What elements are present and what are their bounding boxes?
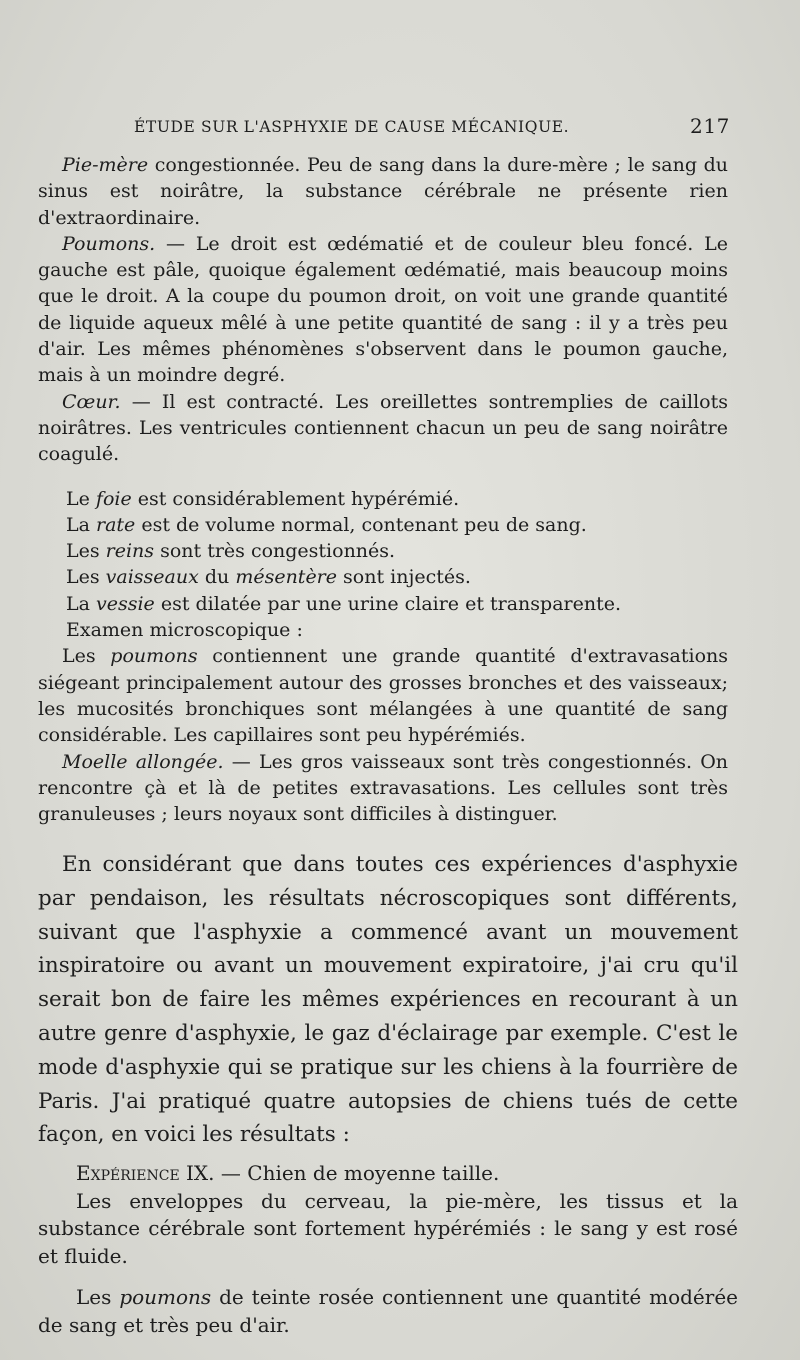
- main-text: [38, 848, 738, 1152]
- paragraph-rate: La rate est de volume normal, contenant peu de sang.: [66, 513, 587, 536]
- paragraph-poumons: Poumons. — Le droit est œdématié et de couleur bleu foncé. Le gauche est pâle, quoique également œdématié, mais beaucoup moins que le droit. A la coupe du poumon droit, on voit une grande quantité de liquide aqueux mêlé à une petite quantité de sang : il y a très peu d'air. Les mêmes phénomènes s'observent dans le poumon gauche, mais à un moindre degré.: [38, 232, 728, 387]
- term: vaisseaux: [105, 566, 199, 589]
- paragraph-coeur: Cœur. — Il est contracté. Les oreillettes sontremplies de caillots noirâtres. Les ventricules contiennent chacun un peu de sang noirâtre coagulé.: [38, 390, 728, 466]
- term: foie: [95, 487, 132, 510]
- paragraph-vaisseaux: Les vaisseaux du mésentère sont injectés.: [66, 566, 471, 589]
- term: rate: [95, 513, 136, 536]
- term: reins: [105, 540, 155, 563]
- term: mésentère: [235, 566, 338, 589]
- page-number: 217: [690, 114, 730, 138]
- paragraph-poumons-exp: Les poumons de teinte rosée contiennent une quantité modérée de sang et très peu d'air.: [38, 1285, 738, 1337]
- paragraph-foie: Le foie est considérablement hypérémié.: [66, 487, 460, 510]
- running-title: ÉTUDE SUR L'ASPHYXIE DE CAUSE MÉCANIQUE.: [134, 118, 570, 136]
- paragraph-considerant: En considérant que dans toutes ces expériences d'asphyxie par pendaison, les résultats nécroscopiques sont différents, suivant que l'asphyxie a commencé avant un mouvement inspiratoire ou avant un mouvement expiratoire, j'ai cru qu'il serait bon de faire les mêmes expériences en recourant à un autre genre d'asphyxie, le gaz d'éclairage par exemple. C'est le mode d'asphyxie qui se pratique sur les chiens à la fourrière de Paris. J'ai pratiqué quatre autopsies de chiens tués de cette façon, en voici les résultats :: [38, 852, 738, 1148]
- term: Cœur.: [62, 390, 121, 413]
- paragraph-vessie: La vessie est dilatée par une urine claire et transparente.: [66, 592, 622, 615]
- experiment-heading: Expérience IX. — Chien de moyenne taille.: [76, 1161, 500, 1185]
- experiment-section: [38, 1160, 738, 1339]
- paragraph-poumons-micro: Les poumons contiennent une grande quantité d'extravasations siégeant principalement autour des grosses bronches et des vaisseaux; les mucosités bronchiques sont mélangées à une quantité de sang considérable. Les capillaires sont peu hypérémiés.: [38, 645, 728, 747]
- paragraph-moelle: Moelle allongée. — Les gros vaisseaux sont très congestionnés. On rencontre çà et là de petites extravasations. Les cellules sont très granuleuses ; leurs noyaux sont difficiles à distinguer.: [38, 750, 729, 826]
- paragraph-enveloppes: Les enveloppes du cerveau, la pie-mère, les tissus et la substance cérébrale sont fortement hypérémiés : le sang y est rosé et fluide.: [38, 1188, 738, 1268]
- paragraph-examen: Examen microscopique :: [66, 619, 303, 642]
- term: Moelle allongée.: [62, 750, 224, 773]
- term: poumons: [119, 1285, 212, 1309]
- term: Poumons.: [62, 232, 156, 255]
- paragraph-reins: Les reins sont très congestionnés.: [66, 540, 396, 563]
- term: vessie: [95, 592, 155, 615]
- paragraph-pie-mere: Pie-mère congestionnée. Peu de sang dans la dure-mère ; le sang du sinus est noirâtre, la substance cérébrale ne présente rien d'extraordinaire.: [38, 154, 728, 229]
- autopsy-notes: [38, 152, 728, 827]
- term: poumons: [110, 645, 198, 668]
- term: Pie-mère: [62, 154, 149, 176]
- experiment-label: Expérience IX.: [76, 1161, 215, 1185]
